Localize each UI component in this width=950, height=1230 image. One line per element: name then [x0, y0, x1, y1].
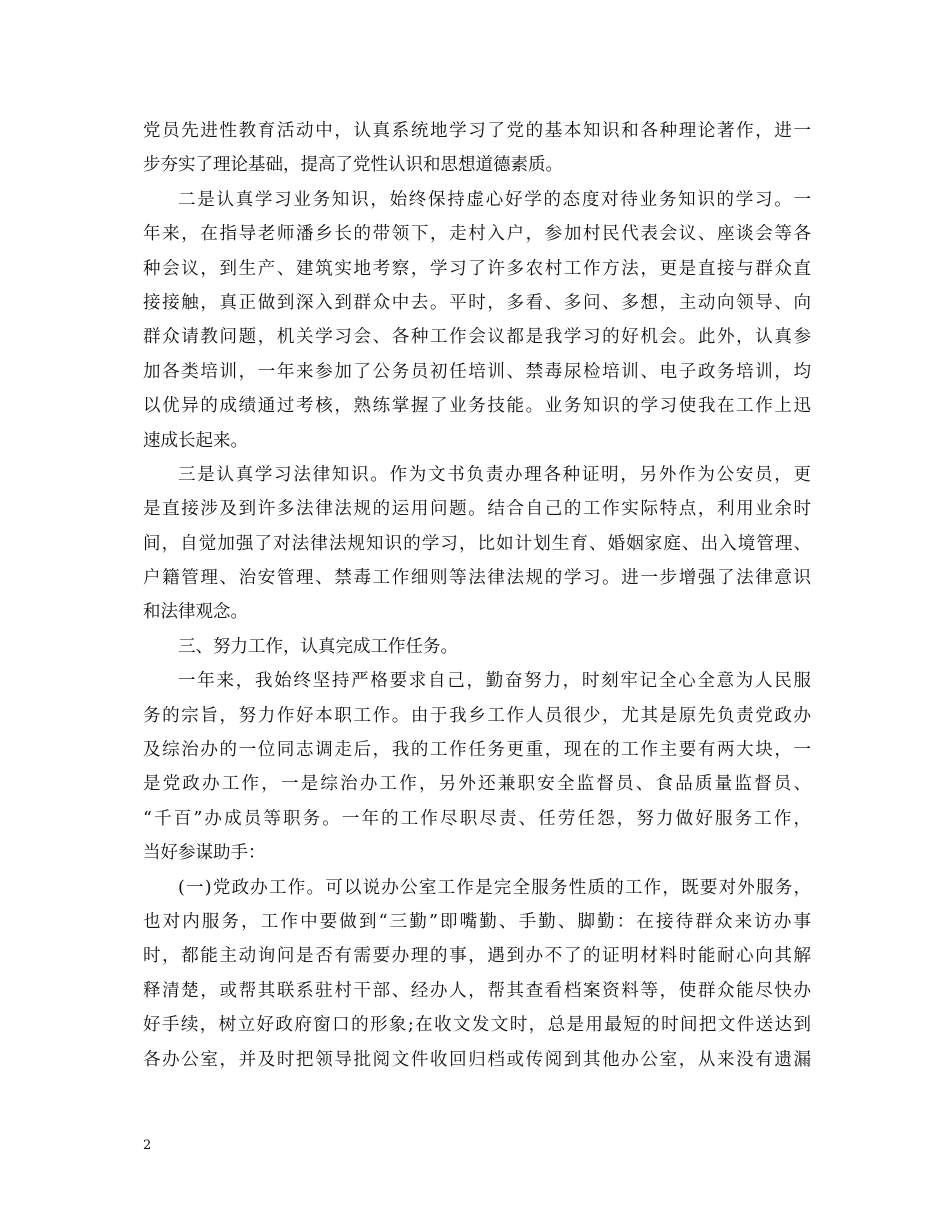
- text-line: 也对内服务，工作中要做到“三勤”即嘴勤、手勤、脚勤：在接待群众来访办事: [143, 911, 811, 932]
- text-line: 是直接涉及到许多法律法规的运用问题。结合自己的工作实际特点，利用业余时: [143, 499, 811, 520]
- text-line: 群众请教问题，机关学习会、各种工作会议都是我学习的好机会。此外，认真参: [143, 327, 811, 348]
- text-line: 三是认真学习法律知识。作为文书负责办理各种证明，另外作为公安员，更: [178, 464, 811, 485]
- text-line: 速成长起来。: [143, 430, 248, 451]
- text-line: 党员先进性教育活动中，认真系统地学习了党的基本知识和各种理论著作，进一: [143, 121, 811, 141]
- text-line: 好手续，树立好政府窗口的形象;在收文发文时，总是用最短的时间把文件送达到: [143, 1015, 811, 1036]
- text-line: 加各类培训，一年来参加了公务员初任培训、禁毒尿检培训、电子政务培训，均: [143, 361, 811, 382]
- text-line: 二是认真学习业务知识，始终保持虚心好学的态度对待业务知识的学习。一: [178, 189, 811, 210]
- page-number: 2: [143, 1138, 152, 1153]
- text-line: 年来，在指导老师潘乡长的带领下，走村入户，参加村民代表会议、座谈会等各: [143, 224, 811, 245]
- text-line: 间，自觉加强了对法律法规知识的学习，比如计划生育、婚姻家庭、出入境管理、: [143, 533, 811, 554]
- text-line: 接接触，真正做到深入到群众中去。平时，多看、多问、多想，主动向领导、向: [143, 292, 811, 313]
- text-line: 务的宗旨，努力作好本职工作。由于我乡工作人员很少，尤其是原先负责党政办: [143, 705, 811, 726]
- text-line: 一年来，我始终坚持严格要求自己，勤奋努力，时刻牢记全心全意为人民服: [178, 671, 811, 692]
- text-line: 以优异的成绩通过考核，熟练掌握了业务技能。业务知识的学习使我在工作上迅: [143, 396, 811, 417]
- text-line: 释清楚，或帮其联系驻村干部、经办人，帮其查看档案资料等，使群众能尽快办: [143, 980, 811, 1001]
- document-body: [143, 114, 811, 1077]
- text-line: 时，都能主动询问是否有需要办理的事，遇到办不了的证明材料时能耐心向其解: [143, 946, 811, 967]
- text-line: 当好参谋助手：: [143, 843, 266, 864]
- text-line: 及综治办的一位同志调走后，我的工作任务更重，现在的工作主要有两大块，一: [143, 740, 811, 761]
- text-line: (一)党政办工作。可以说办公室工作是完全服务性质的工作，既要对外服务，: [178, 877, 811, 898]
- text-line: “千百”办成员等职务。一年的工作尽职尽责、任劳任怨，努力做好服务工作，: [143, 808, 811, 829]
- text-line: 户籍管理、治安管理、禁毒工作细则等法律法规的学习。进一步增强了法律意识: [143, 568, 811, 589]
- text-line: 步夯实了理论基础，提高了党性认识和思想道德素质。: [143, 155, 563, 176]
- text-line: 三、努力工作，认真完成工作任务。: [178, 636, 458, 657]
- text-line: 和法律观念。: [143, 602, 248, 623]
- text-line: 种会议，到生产、建筑实地考察，学习了许多农村工作方法，更是直接与群众直: [143, 258, 811, 279]
- text-line: 是党政办工作，一是综治办工作，另外还兼职安全监督员、食品质量监督员、: [143, 774, 811, 795]
- text-line: 各办公室，并及时把领导批阅文件收回归档或传阅到其他办公室，从来没有遗漏: [143, 1049, 811, 1070]
